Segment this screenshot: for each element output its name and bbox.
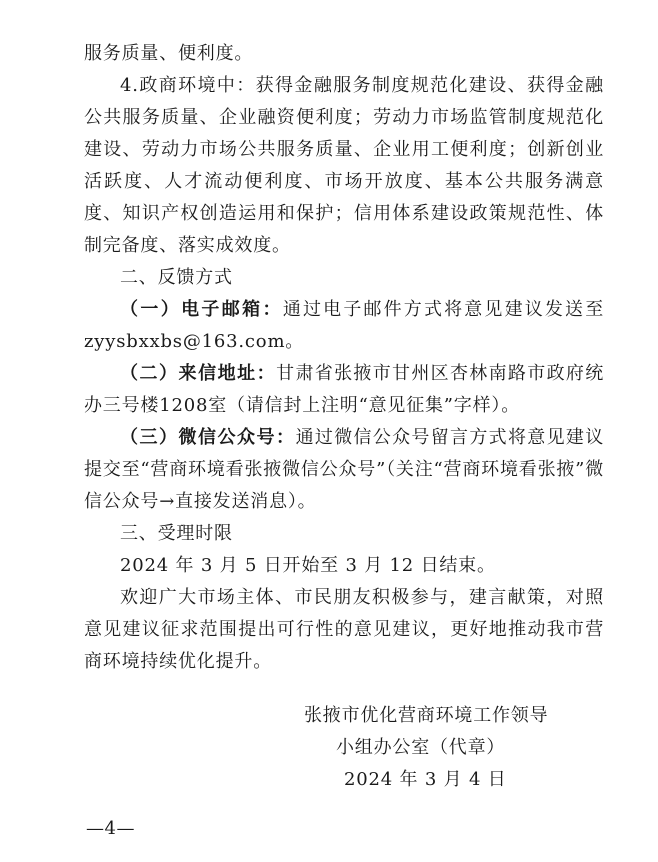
signature-date [0,764,658,796]
signature-block [0,700,658,796]
address-lead: （二）来信地址： [120,363,277,384]
paragraph-text: 欢迎广大市场主体、市民朋友积极参与，建言献策，对照意见建议征求范围提出可行性的意见建议，更好地推动我市营商环境持续优化提升。 [84,587,604,672]
paragraph-wechat [84,422,604,518]
paragraph-date-range [84,550,604,582]
paragraph-continuation [84,38,604,70]
paragraph-text: 2024 年 3 月 5 日开始至 3 月 12 日结束。 [120,555,496,576]
paragraph-text: 服务质量、便利度。 [84,43,254,64]
heading-text: 三、受理时限 [120,523,233,544]
paragraph-closing [84,582,604,678]
wechat-text: 通过微信公众号留言方式将意见建议提交至“营商环境看张掖微信公众号”（关注“营商环境看张掖”微信公众号→直接发送消息）。 [84,427,604,512]
email-lead: （一）电子邮箱： [120,299,283,320]
signature-date-text: 2024 年 3 月 4 日 [344,769,507,790]
wechat-lead: （三）微信公众号： [120,427,296,448]
paragraph-business-environment [84,70,604,262]
paragraph-email [84,294,604,358]
signature-office-text: 小组办公室（代章） [336,737,506,758]
email-text: 通过电子邮件方式将意见建议发送至zyysbxxbs@163.com。 [84,299,604,352]
paragraph-text: 4.政商环境中：获得金融服务制度规范化建设、获得金融公共服务质量、企业融资便利度；劳动力市场监管制度规范化建设、劳动力市场公共服务质量、企业用工便利度；创新创业活跃度、人才流动便利度、市场开放度、基本公共服务满意度、知识产权创造运用和保护；信用体系建设政策规范性、体制完备度、落实成效度。 [84,75,604,256]
section-heading-feedback [84,262,604,294]
page-number: —4— [86,818,135,839]
document-body [84,38,604,678]
heading-text: 二、反馈方式 [120,267,233,288]
signature-line-1 [0,700,658,732]
section-heading-deadline [84,518,604,550]
signature-org-text: 张掖市优化营商环境工作领导 [304,705,549,726]
address-text: 甘肃省张掖市甘州区杏林南路市政府统办三号楼1208室（请信封上注明“意见征集”字样）。 [84,363,604,416]
paragraph-address [84,358,604,422]
signature-line-2 [0,732,658,764]
